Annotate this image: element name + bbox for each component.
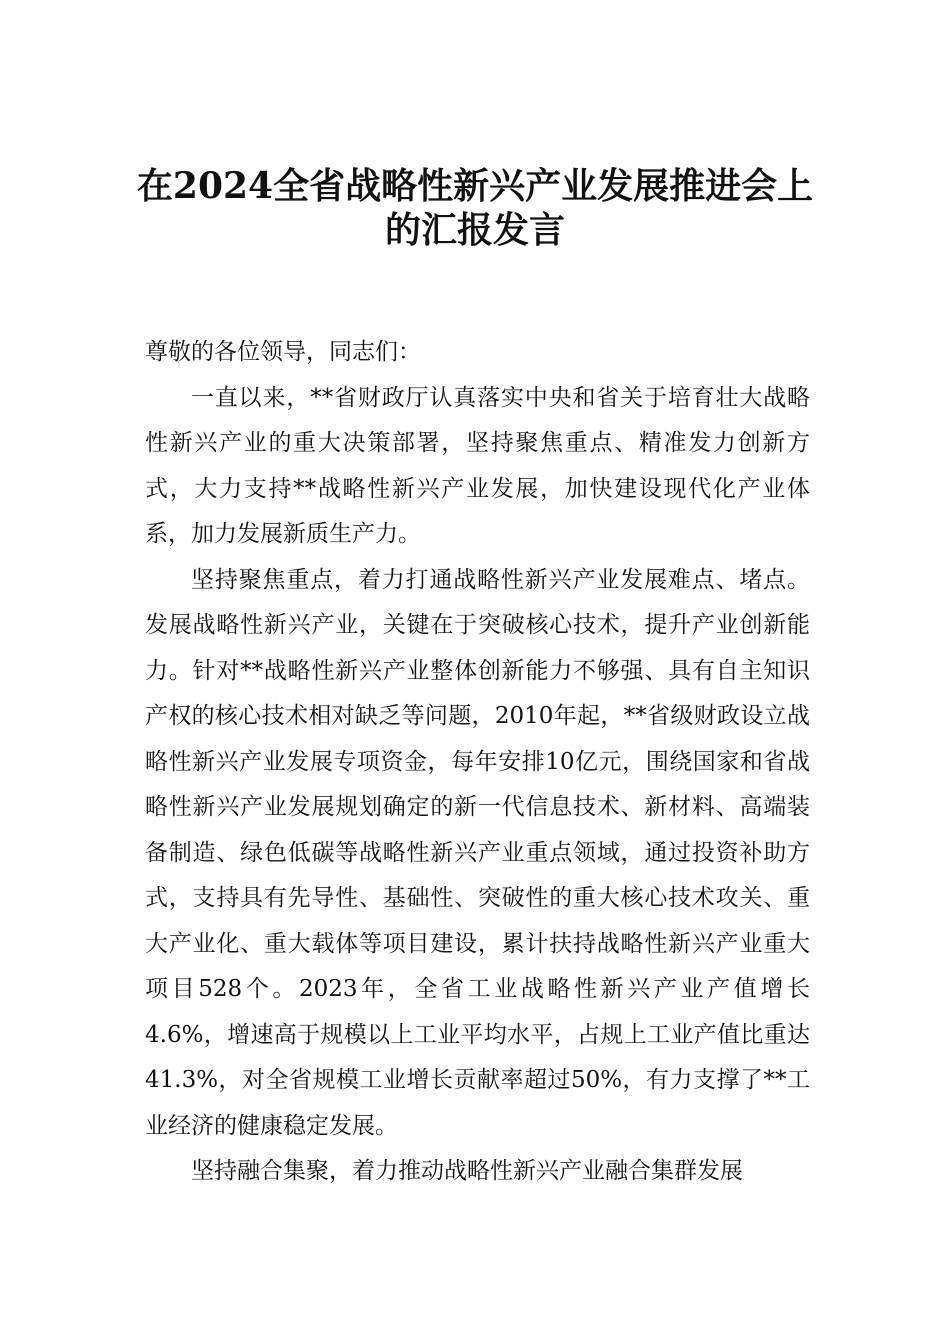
paragraph-2: 坚持聚焦重点，着力打通战略性新兴产业发展难点、堵点。发展战略性新兴产业，关键在于突破核心技术，提升产业创新能力。针对**战略性新兴产业整体创新能力不够强、具有自主知识产权的核心技术相对缺乏等问题，2010年起，**省级财政设立战略性新兴产业发展专项资金，每年安排10亿元，围绕国家和省战略性新兴产业发展规划确定的新一代信息技术、新材料、高端装备制造、绿色低碳等战略性新兴产业重点领域，通过投资补助方式，支持具有先导性、基础性、突破性的重大核心技术攻关、重大产业化、重大载体等项目建设，累计扶持战略性新兴产业重大项目528个。2023年，全省工业战略性新兴产业产值增长4.6%，增速高于规模以上工业平均水平，占规上工业产值比重达41.3%，对全省规模工业增长贡献率超过50%，有力支撑了**工业经济的健康稳定发展。 — [145, 566, 810, 1139]
paragraph-3: 坚持融合集聚，着力推动战略性新兴产业融合集群发展 — [191, 1158, 743, 1184]
document-title-line-1: 在2024全省战略性新兴产业发展推进会上 — [136, 165, 814, 207]
document-body — [145, 330, 810, 1195]
paragraph-1: 一直以来，**省财政厅认真落实中央和省关于培育壮大战略性新兴产业的重大决策部署，坚持聚焦重点、精准发力创新方式，大力支持**战略性新兴产业发展，加快建设现代化产业体系，加力发展新质生产力。 — [145, 384, 810, 547]
document-title-line-2: 的汇报发言 — [384, 209, 565, 251]
salutation: 尊敬的各位领导，同志们： — [145, 339, 421, 365]
